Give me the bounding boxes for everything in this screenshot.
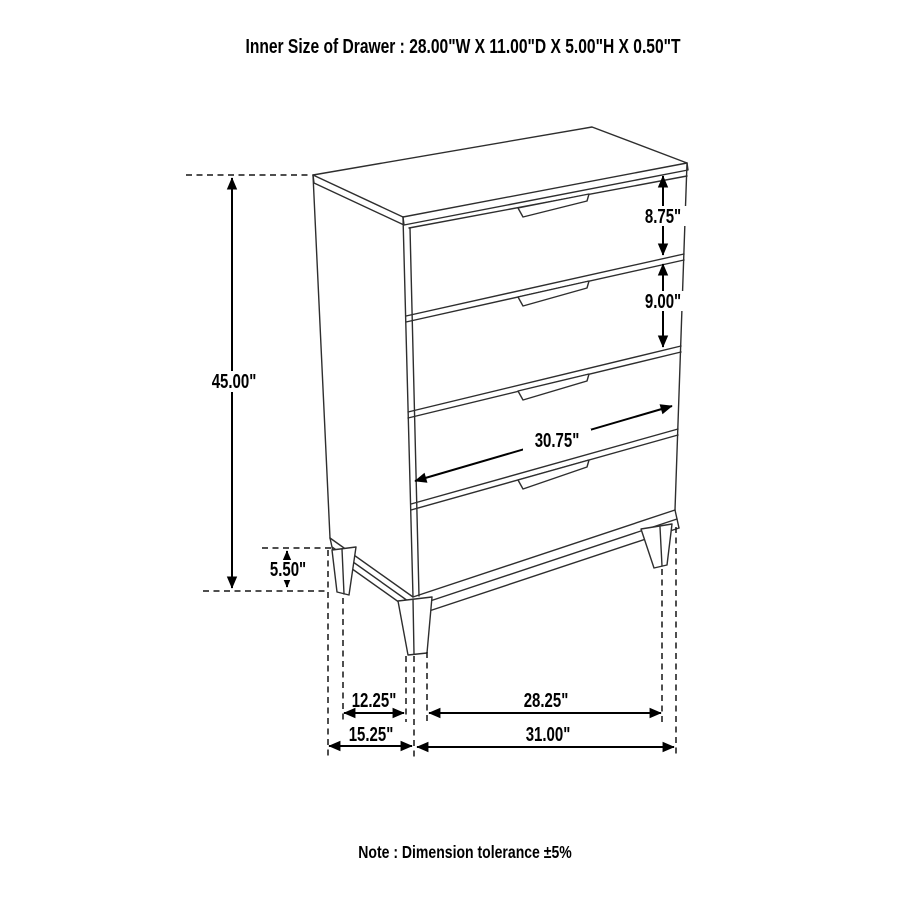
dim-drawer-front-width — [415, 406, 672, 481]
overall-width-label: 31.00" — [525, 722, 571, 746]
dim-side-leg-spacing — [344, 689, 404, 713]
chest-base-rails — [330, 510, 679, 615]
drawer1-handle — [518, 194, 589, 217]
base-height-label: 5.50" — [269, 557, 307, 581]
second-drawer-height-label: 9.00" — [644, 289, 682, 313]
diagram-title: Inner Size of Drawer : 28.00"W X 11.00"D X 5.00"H X 0.50"T — [245, 35, 681, 58]
drawer3-handle — [518, 374, 589, 400]
tolerance-note: Note : Dimension tolerance ±5% — [358, 842, 572, 863]
front-leg-spacing-label: 28.25" — [523, 688, 569, 712]
dim-top-drawer-height — [636, 176, 690, 255]
dim-overall-height — [206, 178, 262, 588]
drawer2-handle — [518, 281, 589, 306]
chest-top-face — [313, 127, 687, 217]
dim-second-drawer-height — [636, 264, 690, 347]
dim-base-height — [263, 551, 313, 587]
chest-legs — [332, 524, 672, 655]
extension-lines — [186, 175, 676, 757]
chest-body-edges — [313, 163, 687, 597]
dim-overall-width — [417, 723, 674, 747]
top-drawer-height-label: 8.75" — [644, 204, 682, 228]
chest-drawing — [313, 127, 688, 655]
overall-height-label: 45.00" — [211, 369, 257, 393]
front-right-leg — [641, 524, 672, 568]
side-leg-spacing-label: 12.25" — [351, 688, 397, 712]
drawer-front-width-label: 30.75" — [534, 428, 580, 452]
dim-front-leg-spacing — [429, 689, 661, 713]
front-left-leg — [398, 597, 432, 655]
dim-overall-depth — [329, 723, 412, 746]
overall-depth-label: 15.25" — [348, 722, 394, 746]
